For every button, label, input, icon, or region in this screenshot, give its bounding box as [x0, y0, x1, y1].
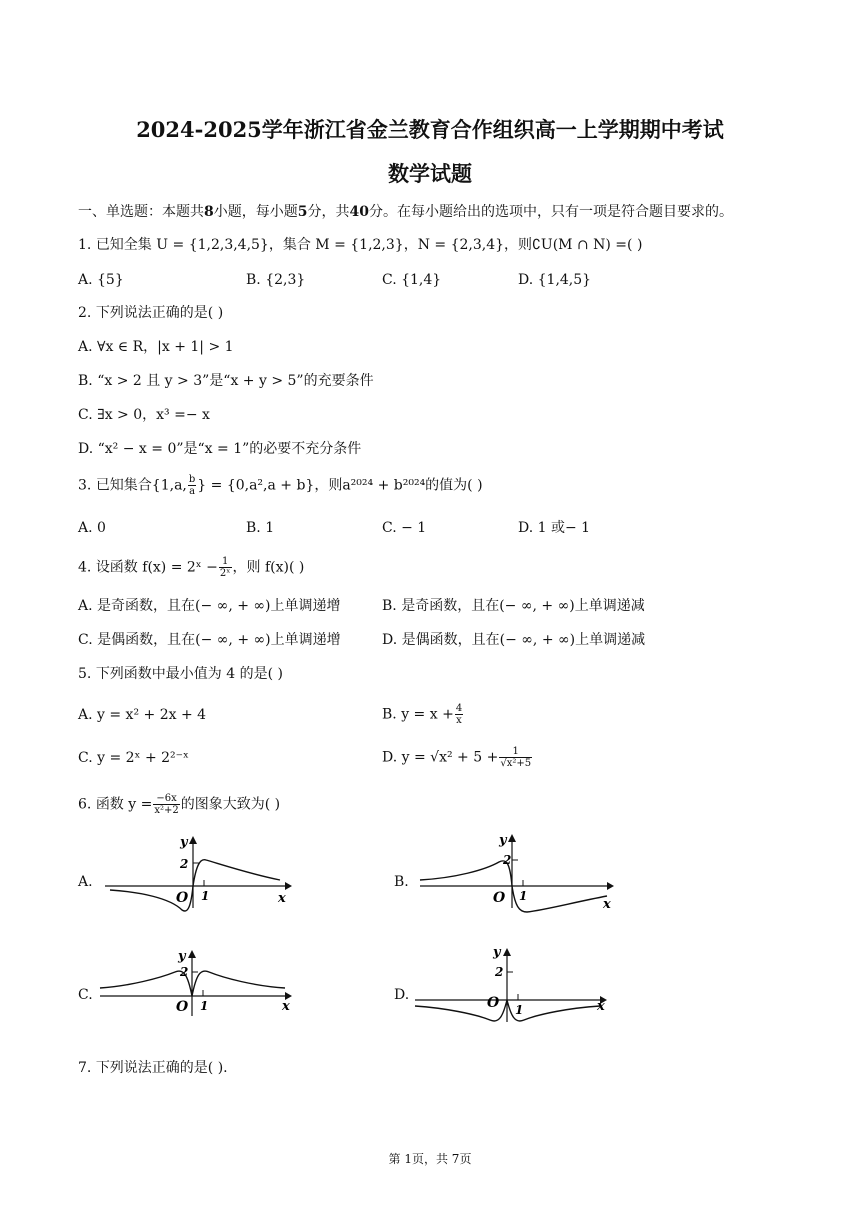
graph-b: [415, 830, 615, 910]
fraction-1-over-sqrt: $\frac{1}{\text{√x²+5}}$: [500, 746, 532, 769]
q1-option-d: D. {1,4,5}: [518, 272, 592, 288]
curve: [110, 860, 280, 911]
y-tick-label: 2: [180, 965, 189, 979]
y-axis-arrow: [508, 834, 516, 842]
graph-label-a: A.: [78, 874, 93, 890]
y-axis-arrow: [189, 836, 197, 844]
x-axis-label: x: [603, 897, 611, 912]
x-tick-label: 1: [201, 889, 210, 903]
y-axis-arrow: [503, 948, 511, 956]
x-axis-arrow: [607, 882, 614, 890]
page-footer: 第 1页，共 7页: [388, 1152, 472, 1166]
fraction-neg6x-over-x2plus2: $\frac{-6x}{\text{x²+2}}$: [154, 793, 179, 816]
q1-option-b: B. {2,3}: [246, 272, 306, 288]
q5-option-b: B. y = x + $\frac{4}{x}$: [382, 703, 463, 726]
q2-option-a: A. ∀x ∈ R，|x + 1| > 1: [78, 339, 234, 355]
origin-label: O: [493, 890, 506, 906]
x-axis-arrow: [285, 882, 292, 890]
x-tick-label: 1: [515, 1003, 524, 1017]
graph-label-b: B.: [394, 874, 409, 890]
q2-option-b: B. “x > 2 且 y > 3”是“x + y > 5”的充要条件: [78, 373, 374, 389]
y-axis-label: y: [499, 833, 507, 848]
q4-option-b: B. 是奇函数，且在(− ∞, + ∞)上单调递减: [382, 598, 645, 614]
origin-label: O: [176, 999, 189, 1015]
graph-d: [415, 944, 615, 1024]
section-heading: 一、单选题：本题共8小题，每小题5分，共40分。在每小题给出的选项中，只有一项是符合题目要求的。: [78, 204, 733, 220]
x-axis-label: x: [278, 891, 286, 906]
q4-option-a: A. 是奇函数，且在(− ∞, + ∞)上单调递增: [78, 598, 341, 614]
y-axis-label: y: [180, 835, 188, 850]
page-title: 2024-2025学年浙江省金兰教育合作组织高一上学期期中考试: [136, 117, 724, 142]
q2-option-c: C. ∃x > 0，x³ =− x: [78, 407, 210, 423]
y-tick-label: 2: [495, 965, 504, 979]
question-3-stem: 3. 已知集合{1,a, $\frac{b}{a}$ } = {0,a²,a + b}，则a²⁰²⁴ + b²⁰²⁴的值为( ): [78, 474, 483, 497]
y-tick-label: 2: [180, 857, 189, 871]
graph-a: [100, 830, 300, 910]
origin-label: O: [487, 995, 500, 1011]
y-tick-label: 2: [503, 853, 512, 867]
y-axis-label: y: [493, 945, 501, 960]
graph-label-c: C.: [78, 987, 93, 1003]
fraction-4-over-x: $\frac{4}{x}$: [455, 703, 463, 726]
x-axis-label: x: [282, 999, 290, 1014]
question-2-stem: 2. 下列说法正确的是( ): [78, 305, 224, 321]
fraction-b-over-a: $\frac{b}{a}$: [188, 474, 196, 497]
question-7-stem: 7. 下列说法正确的是( ).: [78, 1060, 228, 1076]
q5-option-c: C. y = 2ˣ + 2²⁻ˣ: [78, 750, 189, 766]
page-subtitle: 数学试题: [388, 161, 472, 186]
q5-option-a: A. y = x² + 2x + 4: [78, 707, 207, 723]
q3-option-a: A. 0: [78, 520, 106, 536]
q3-option-c: C. − 1: [382, 520, 427, 536]
origin-label: O: [176, 890, 189, 906]
q4-option-c: C. 是偶函数，且在(− ∞, + ∞)上单调递增: [78, 632, 341, 648]
graph-label-d: D.: [394, 987, 410, 1003]
q3-option-b: B. 1: [246, 520, 275, 536]
question-5-stem: 5. 下列函数中最小值为 4 的是( ): [78, 666, 283, 682]
q4-option-d: D. 是偶函数，且在(− ∞, + ∞)上单调递减: [382, 632, 646, 648]
q3-option-d: D. 1 或− 1: [518, 520, 591, 536]
q1-option-a: A. {5}: [78, 272, 124, 288]
x-tick-label: 1: [519, 889, 528, 903]
q1-option-c: C. {1,4}: [382, 272, 442, 288]
x-tick-label: 1: [200, 999, 209, 1013]
fraction-1-over-2x: $\frac{1}{\text{2ˣ}}$: [219, 556, 231, 579]
y-axis-label: y: [178, 949, 186, 964]
question-6-stem: 6. 函数 y = $\frac{-6x}{\text{x²+2}}$ 的图象大致为( ): [78, 793, 281, 816]
y-axis-arrow: [188, 950, 196, 958]
q2-option-d: D. “x² − x = 0”是“x = 1”的必要不充分条件: [78, 441, 362, 457]
question-1-stem: 1. 已知全集 U = {1,2,3,4,5}，集合 M = {1,2,3}，N = {2,3,4}，则∁U(M ∩ N) =( ): [78, 237, 643, 253]
x-axis-label: x: [597, 999, 605, 1014]
graph-c: [100, 948, 300, 1018]
q5-option-d: D. y = √x² + 5 + $\frac{1}{\text{√x²+5}}$: [382, 746, 532, 769]
question-4-stem: 4. 设函数 f(x) = 2ˣ − $\frac{1}{\text{2ˣ}}$ ，则 f(x)( ): [78, 556, 305, 579]
